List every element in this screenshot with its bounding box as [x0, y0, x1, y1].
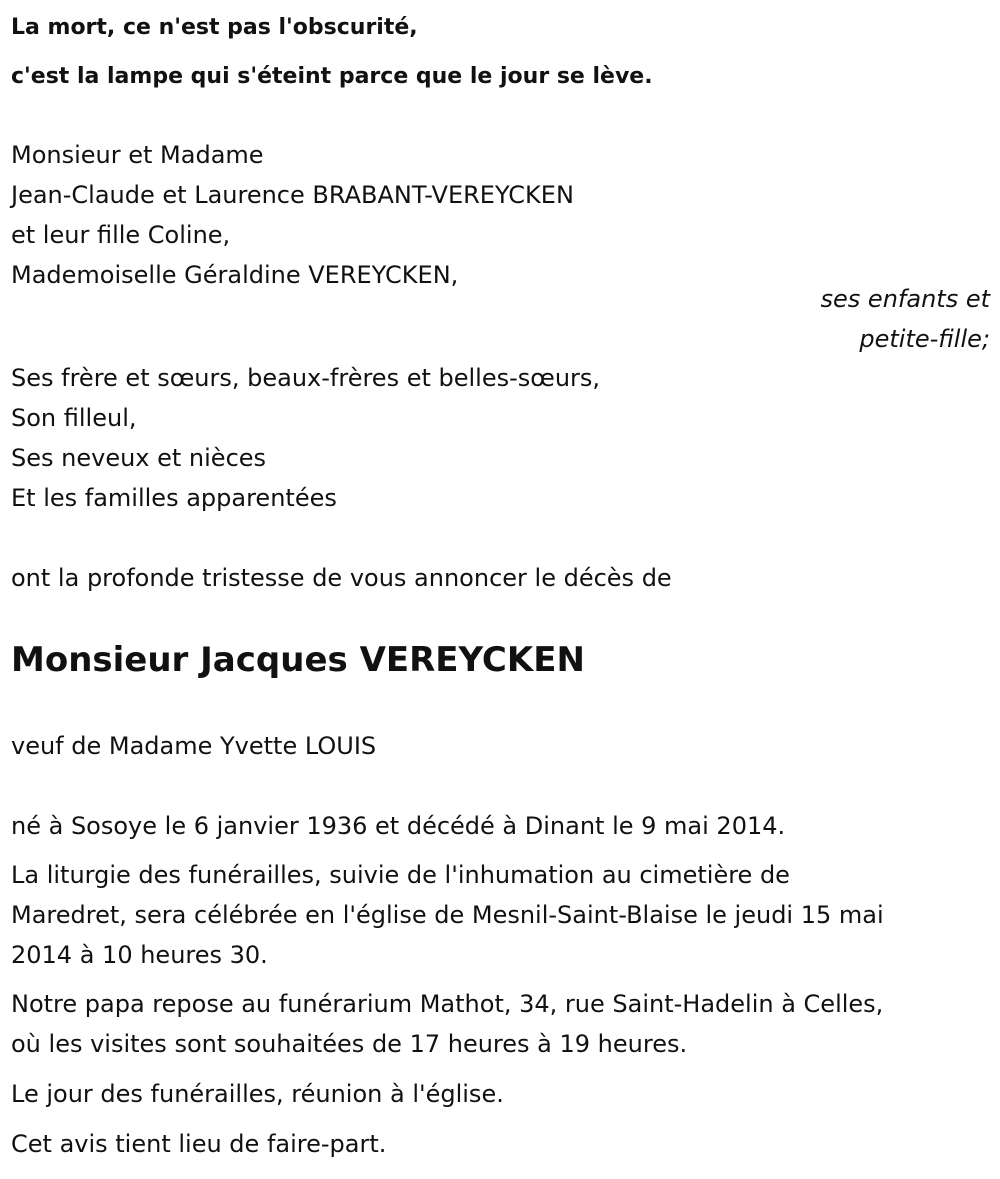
- birth-death-text: né à Sosoye le 6 janvier 1936 et décédé à Dinant le 9 mai 2014.: [11, 812, 786, 840]
- widower-text: veuf de Madame Yvette LOUIS: [11, 732, 377, 760]
- family-line-3: et leur fille Coline,: [11, 221, 231, 249]
- relatives-line-4: Et les familles apparentées: [11, 484, 337, 512]
- deceased-name: Monsieur Jacques VEREYCKEN: [11, 640, 585, 680]
- family-line-4: Mademoiselle Géraldine VEREYCKEN,: [11, 261, 459, 289]
- relatives-line-2: Son filleul,: [11, 404, 137, 432]
- liturgy-line-1: La liturgie des funérailles, suivie de l'inhumation au cimetière de: [11, 861, 790, 889]
- notice-text: Cet avis tient lieu de faire-part.: [11, 1130, 387, 1158]
- gathering-text: Le jour des funérailles, réunion à l'église.: [11, 1080, 504, 1108]
- funerarium-line-1: Notre papa repose au funérarium Mathot, 34, rue Saint-Hadelin à Celles,: [11, 990, 884, 1018]
- relatives-line-3: Ses neveux et nièces: [11, 444, 267, 472]
- liturgy-line-3: 2014 à 10 heures 30.: [11, 941, 268, 969]
- relatives-line-1: Ses frère et sœurs, beaux-frères et belles-sœurs,: [11, 364, 601, 392]
- family-line-2: Jean-Claude et Laurence BRABANT-VEREYCKEN: [11, 181, 574, 209]
- funerarium-line-2: où les visites sont souhaitées de 17 heures à 19 heures.: [11, 1030, 688, 1058]
- family-line-1: Monsieur et Madame: [11, 141, 264, 169]
- family-role-line-1: ses enfants et: [820, 285, 990, 313]
- quote-line-2: c'est la lampe qui s'éteint parce que le jour se lève.: [11, 64, 653, 89]
- liturgy-line-2: Maredret, sera célébrée en l'église de Mesnil-Saint-Blaise le jeudi 15 mai: [11, 901, 884, 929]
- announcement-text: ont la profonde tristesse de vous annoncer le décès de: [11, 564, 672, 592]
- quote-line-1: La mort, ce n'est pas l'obscurité,: [11, 15, 418, 40]
- family-role-line-2: petite-fille;: [859, 325, 990, 353]
